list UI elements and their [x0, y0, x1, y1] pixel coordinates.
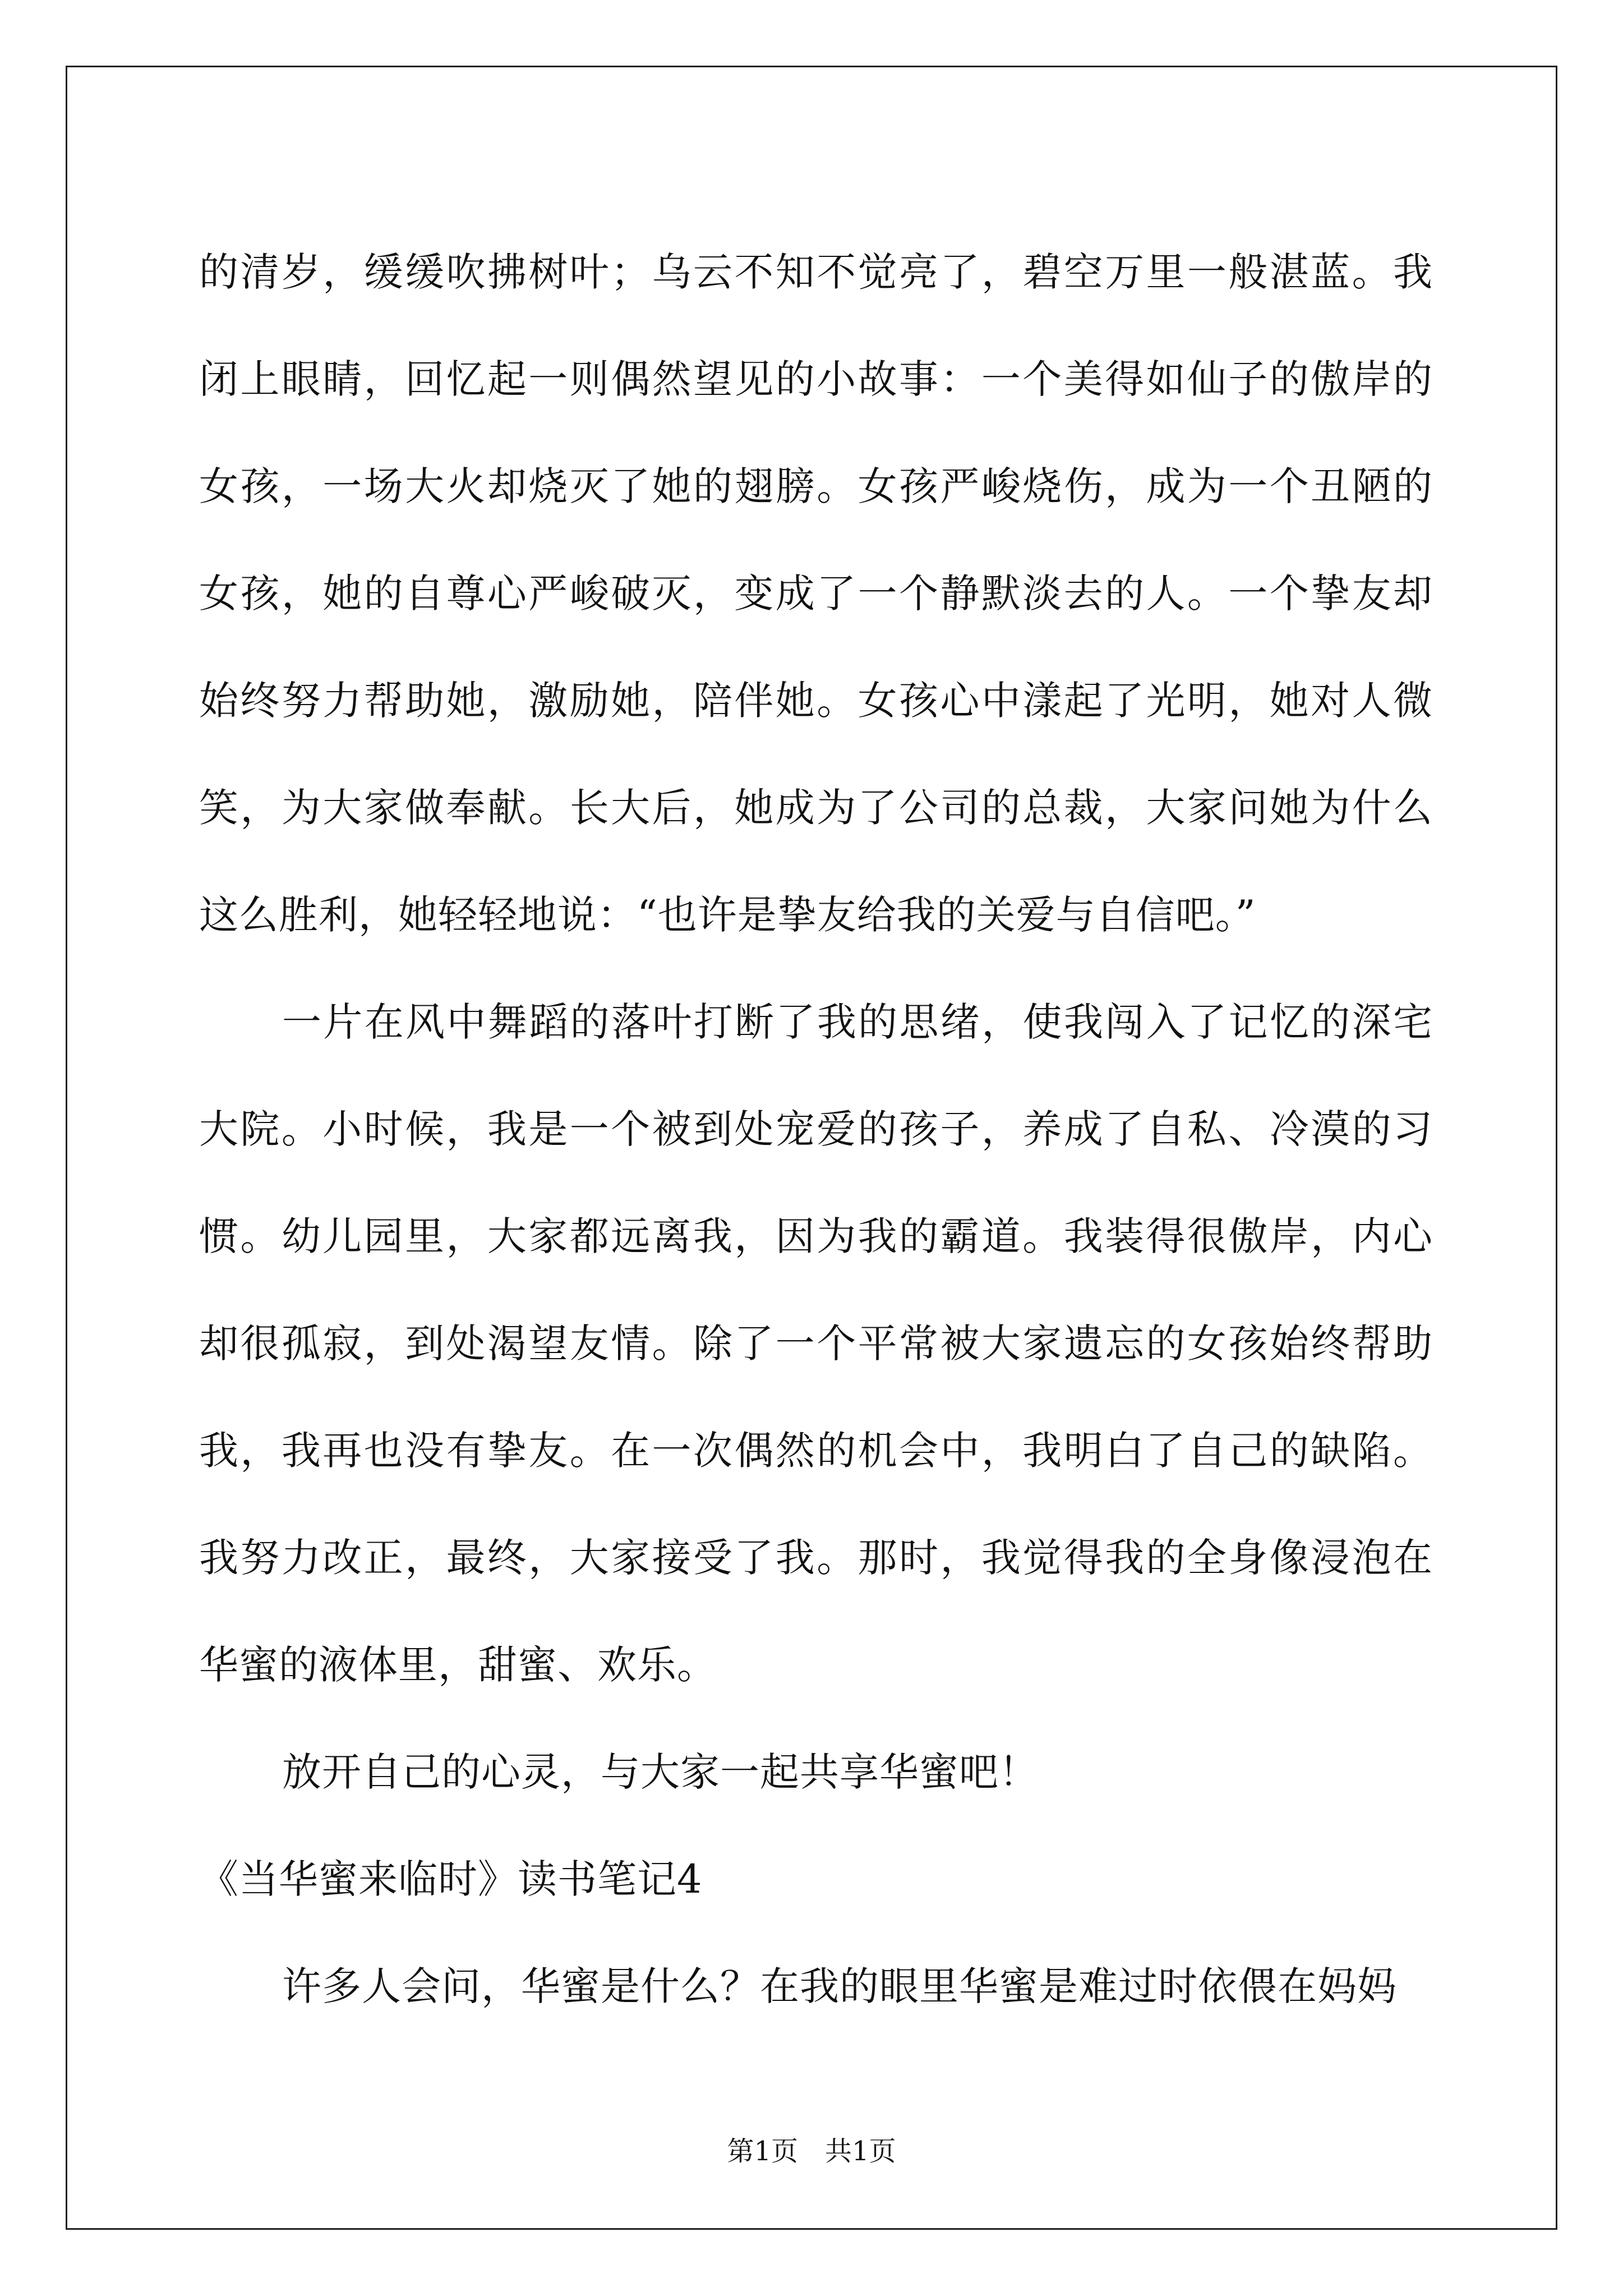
paragraph-5: 许多人会问，华蜜是什么？在我的眼里华蜜是难过时依偎在妈妈: [282, 1963, 1397, 2009]
paragraph-3: 放开自己的心灵，与大家一起共享华蜜吧！: [282, 1749, 1039, 1795]
paragraph-2: 一片在风中舞蹈的落叶打断了我的思绪，使我闯入了记忆的深宅大院。小时候，我是一个被到处宠爱的孩子，养成了自私、冷漠的习惯。幼儿园里，大家都远离我，因为我的霸道。我装得很傲岸，内心却很孤寂，到处渴望友情。除了一个平常被大家遗忘的女孩始终帮助我，我再也没有挚友。在一次偶然的机会中，我明白了自己的缺陷。我努力改正，最终，大家接受了我。那时，我觉得我的全身像浸泡在华蜜的液体里，甜蜜、欢乐。: [199, 999, 1433, 1688]
page-footer: 第1页 共1页: [727, 2136, 896, 2167]
paragraph-1: 的清岁，缓缓吹拂树叶；乌云不知不觉亮了，碧空万里一般湛蓝。我闭上眼睛，回忆起一则偶然望见的小故事：一个美得如仙子的傲岸的女孩，一场大火却烧灭了她的翅膀。女孩严峻烧伤，成为一个丑陋的女孩，她的自尊心严峻破灭，变成了一个静默淡去的人。一个挚友却始终努力帮助她，激励她，陪伴她。女孩心中漾起了光明，她对人微笑，为大家做奉献。长大后，她成为了公司的总裁，大家问她为什么这么胜利，她轻轻地说：“也许是挚友给我的关爱与自信吧。”: [199, 249, 1433, 938]
document-body: [199, 219, 1433, 2040]
section-heading: 《当华蜜来临时》读书笔记4: [199, 1856, 703, 1902]
